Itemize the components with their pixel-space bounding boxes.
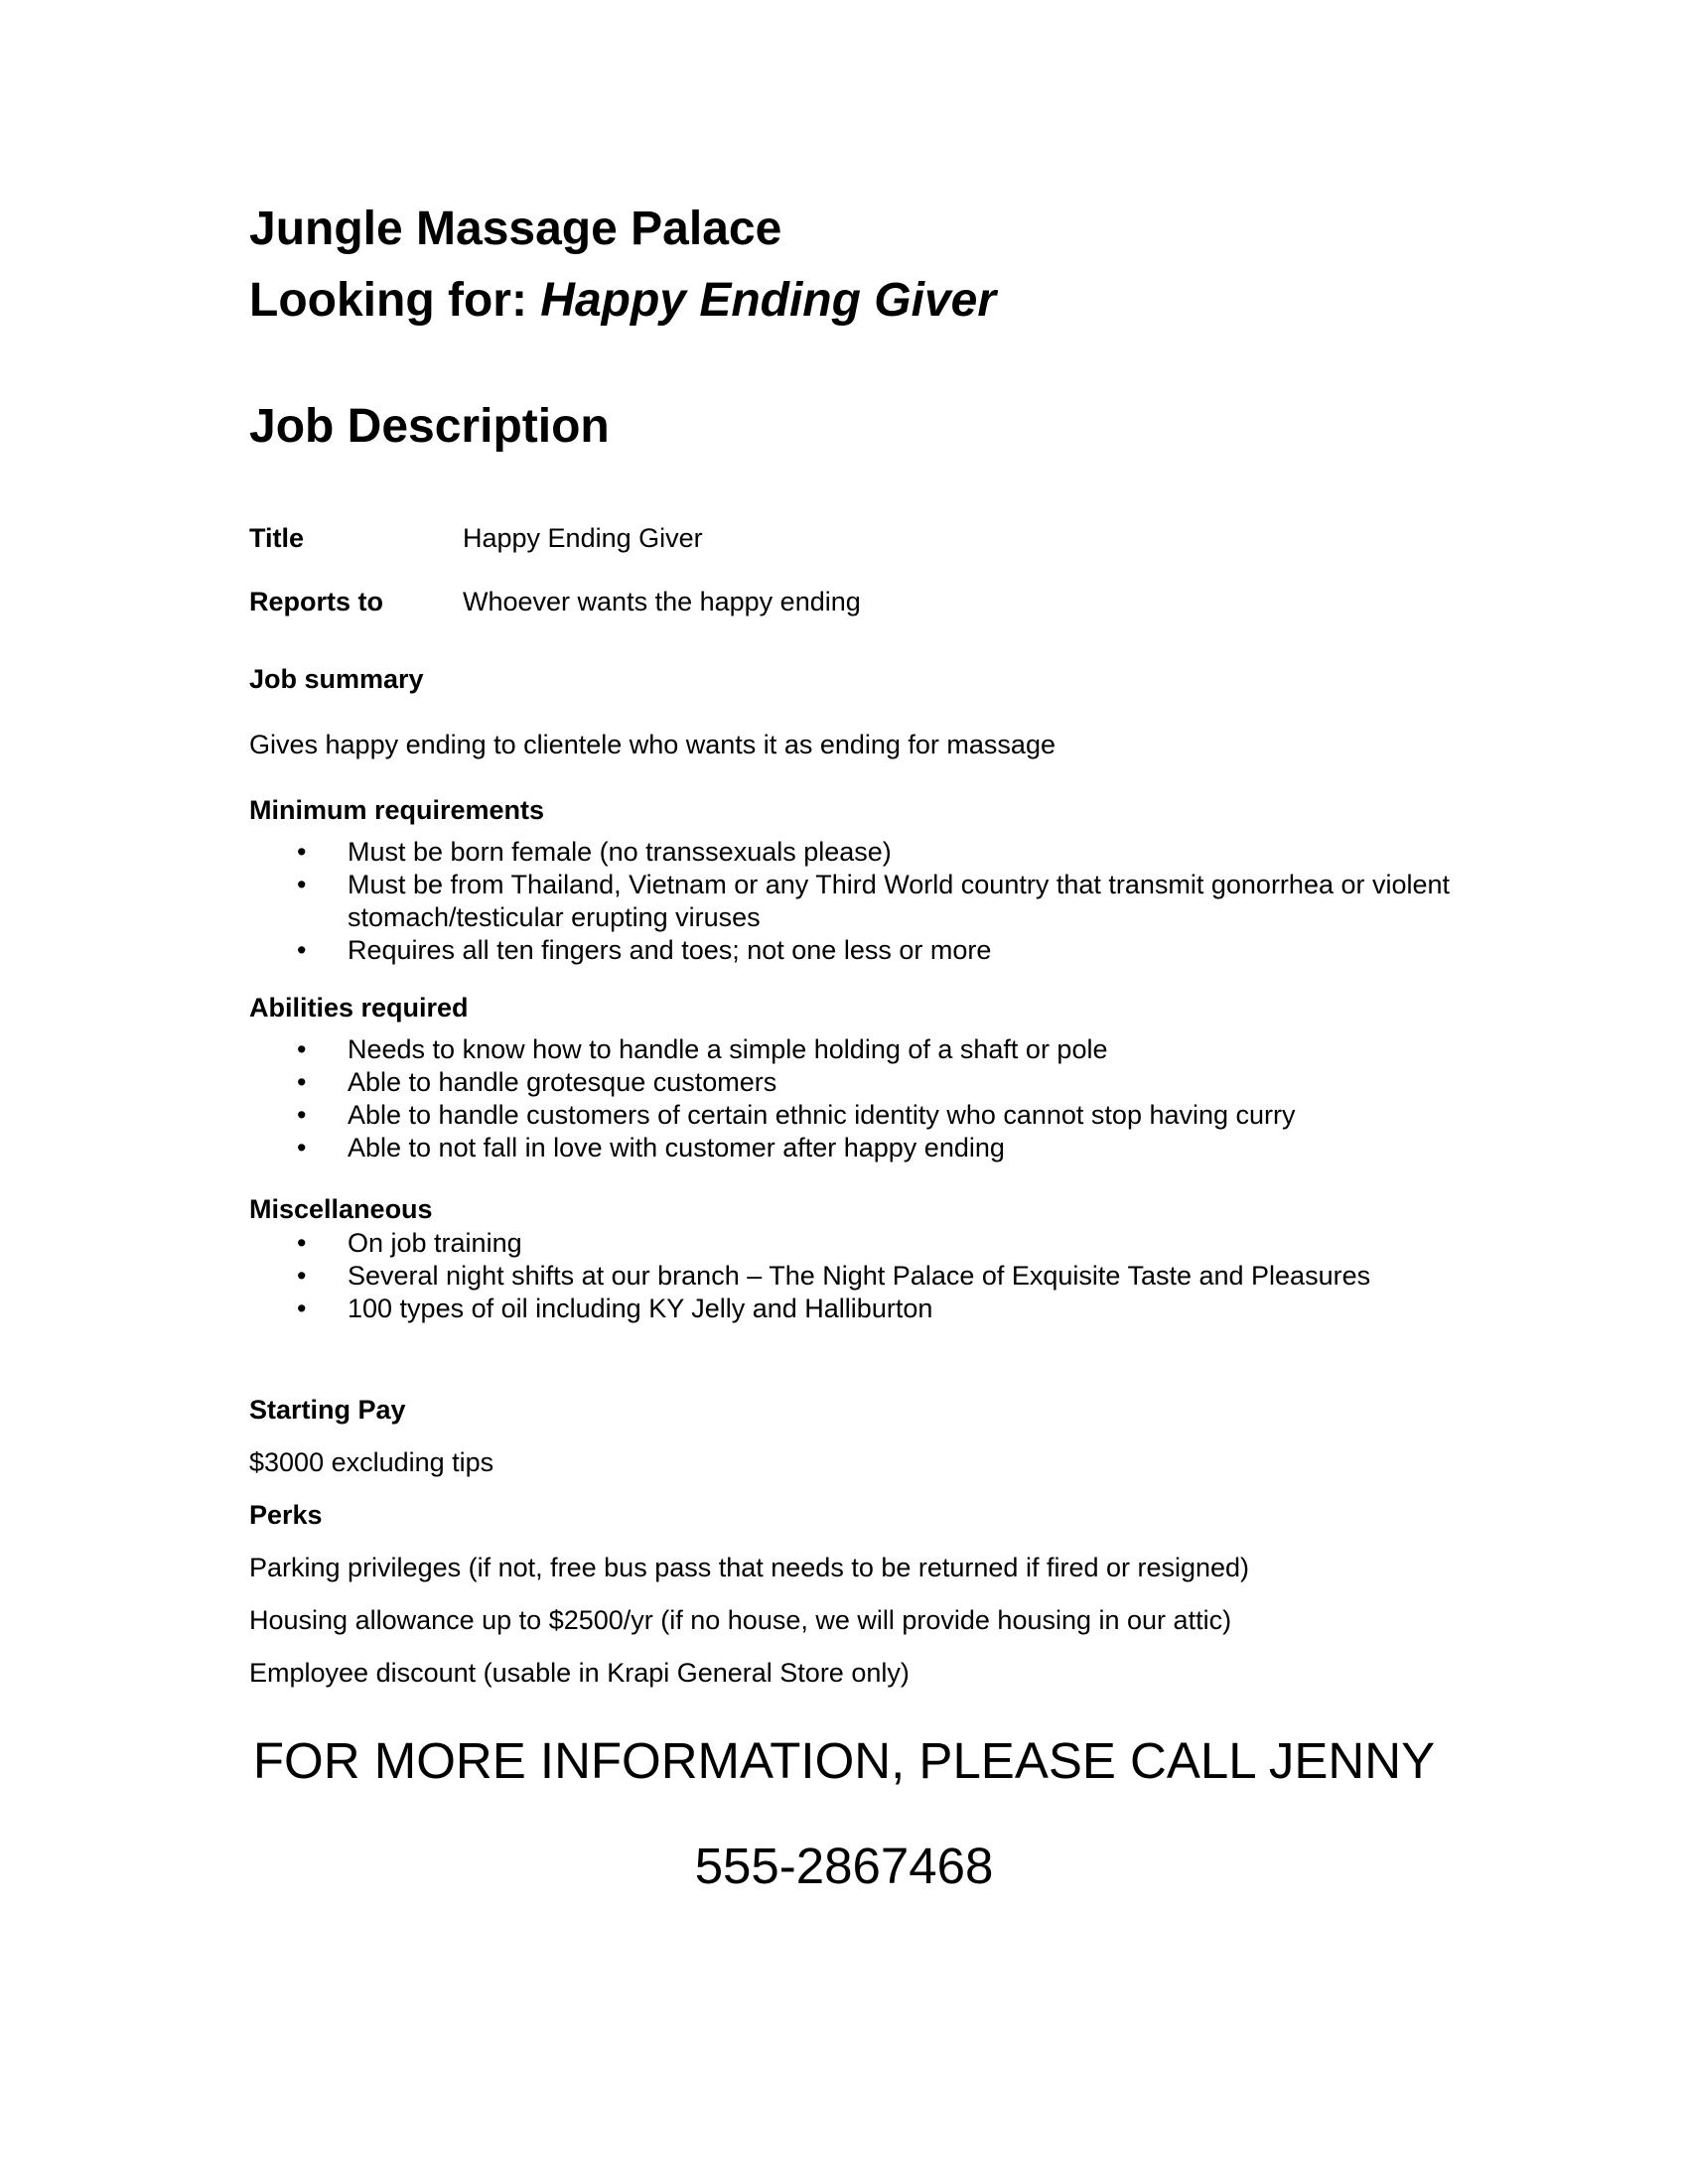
looking-for-value: Happy Ending Giver: [540, 274, 997, 327]
minimum-requirements-list: [249, 836, 1540, 967]
looking-for-label: Looking for:: [249, 274, 541, 327]
miscellaneous-list: [249, 1227, 1540, 1325]
section-title: Job Description: [249, 400, 610, 453]
miscellaneous-label: Miscellaneous: [249, 1194, 433, 1224]
looking-for-heading: [249, 273, 996, 329]
list-item: • Must be from Thailand, Vietnam or any Third World country that transmit gonorrhea or violent stomach/testicular erupting viruses: [249, 869, 1540, 934]
perks-label: Perks: [249, 1500, 323, 1530]
list-item: • Requires all ten fingers and toes; not one less or more: [249, 934, 1540, 967]
title-label: Title: [249, 523, 305, 553]
starting-pay-label: Starting Pay: [249, 1395, 406, 1425]
abilities-required-label: Abilities required: [249, 993, 469, 1023]
list-item: • On job training: [249, 1227, 1540, 1260]
list-item: • Able to not fall in love with customer after happy ending: [249, 1132, 1540, 1164]
job-summary-text: Gives happy ending to clientele who wants it as ending for massage: [249, 730, 1055, 759]
company-name: Jungle Massage Palace: [249, 203, 782, 255]
abilities-required-list: [249, 1033, 1540, 1164]
reports-to-value: Whoever wants the happy ending: [463, 587, 861, 616]
perk-item: Housing allowance up to $2500/yr (if no house, we will provide housing in our attic): [249, 1605, 1232, 1635]
starting-pay-text: $3000 excluding tips: [249, 1447, 494, 1477]
perk-item: Employee discount (usable in Krapi General Store only): [249, 1658, 910, 1688]
title-value: Happy Ending Giver: [463, 523, 703, 553]
list-item: • Able to handle customers of certain ethnic identity who cannot stop having curry: [249, 1099, 1540, 1132]
contact-phone: 555-2867468: [694, 1838, 994, 1894]
minimum-requirements-label: Minimum requirements: [249, 795, 545, 825]
list-item: • Needs to know how to handle a simple holding of a shaft or pole: [249, 1033, 1540, 1066]
list-item: • 100 types of oil including KY Jelly and Halliburton: [249, 1293, 1540, 1325]
reports-to-label: Reports to: [249, 587, 383, 616]
list-item: • Must be born female (no transsexuals please): [249, 836, 1540, 869]
job-summary-label: Job summary: [249, 664, 424, 694]
list-item: • Able to handle grotesque customers: [249, 1066, 1540, 1099]
contact-cta: FOR MORE INFORMATION, PLEASE CALL JENNY: [252, 1732, 1436, 1789]
perk-item: Parking privileges (if not, free bus pass that needs to be returned if fired or resigned): [249, 1553, 1250, 1582]
list-item: • Several night shifts at our branch – The Night Palace of Exquisite Taste and Pleasures: [249, 1260, 1540, 1293]
